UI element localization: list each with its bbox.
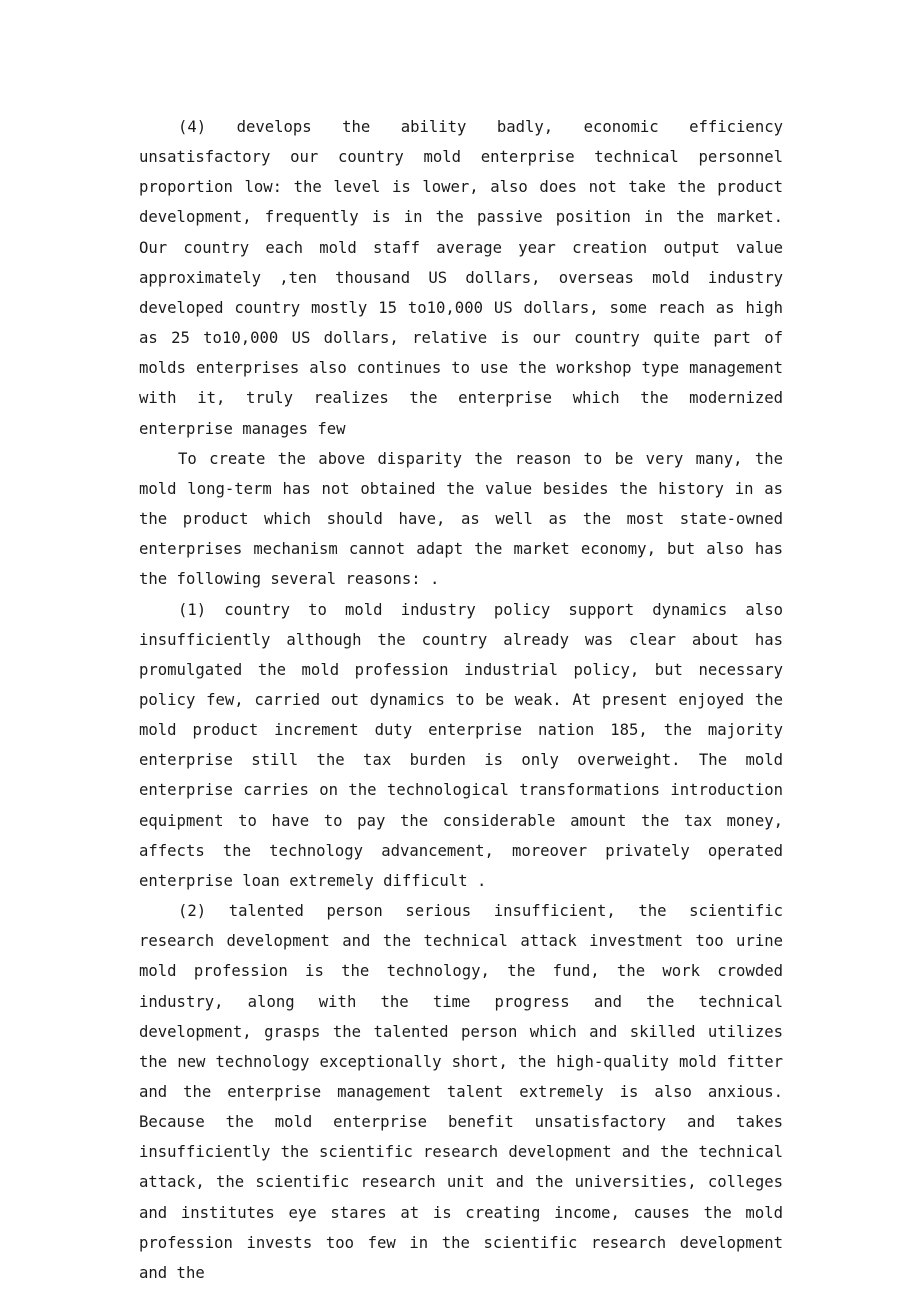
document-body: [139, 112, 783, 1288]
paragraph-disparity-reasons: To create the above disparity the reason to be very many, the mold long-term has not obtained the value besides the history in as the product which should have, as well as the most state-owned enterprises mechanism cannot adapt the market economy, but also has the following several reasons: .: [139, 449, 783, 589]
paragraph-2-talent-insufficient: (2) talented person serious insufficient, the scientific research development and the technical attack investment too urine mold profession is the technology, the fund, the work crowded industry, along with the time progress and the technical development, grasps the talented person which and skilled utilizes the new technology exceptionally short, the high-quality mold fitter and the enterprise management talent extremely is also anxious. Because the mold enterprise benefit unsatisfactory and takes insufficiently the scientific research development and the technical attack, the scientific research unit and the universities, colleges and institutes eye stares at is creating income, causes the mold profession invests too few in the scientific research development and the: [139, 902, 783, 1282]
paragraph-1-policy-support: (1) country to mold industry policy support dynamics also insufficiently although the country already was clear about has promulgated the mold profession industrial policy, but necessary policy few, carried out dynamics to be weak. At present enjoyed the mold product increment duty enterprise nation 185, the majority enterprise still the tax burden is only overweight. The mold enterprise carries on the technological transformations introduction equipment to have to pay the considerable amount the tax money, affects the technology advancement, moreover privately operated enterprise loan extremely difficult .: [139, 600, 783, 890]
paragraph-4-develops-ability: (4) develops the ability badly, economic efficiency unsatisfactory our country mold enterprise technical personnel proportion low: the level is lower, also does not take the product development, frequently is in the passive position in the market. Our country each mold staff average year creation output value approximately ,ten thousand US dollars, overseas mold industry developed country mostly 15 to10,000 US dollars, some reach as high as 25 to10,000 US dollars, relative is our country quite part of molds enterprises also continues to use the workshop type management with it, truly realizes the enterprise which the modernized enterprise manages few: [139, 118, 783, 438]
